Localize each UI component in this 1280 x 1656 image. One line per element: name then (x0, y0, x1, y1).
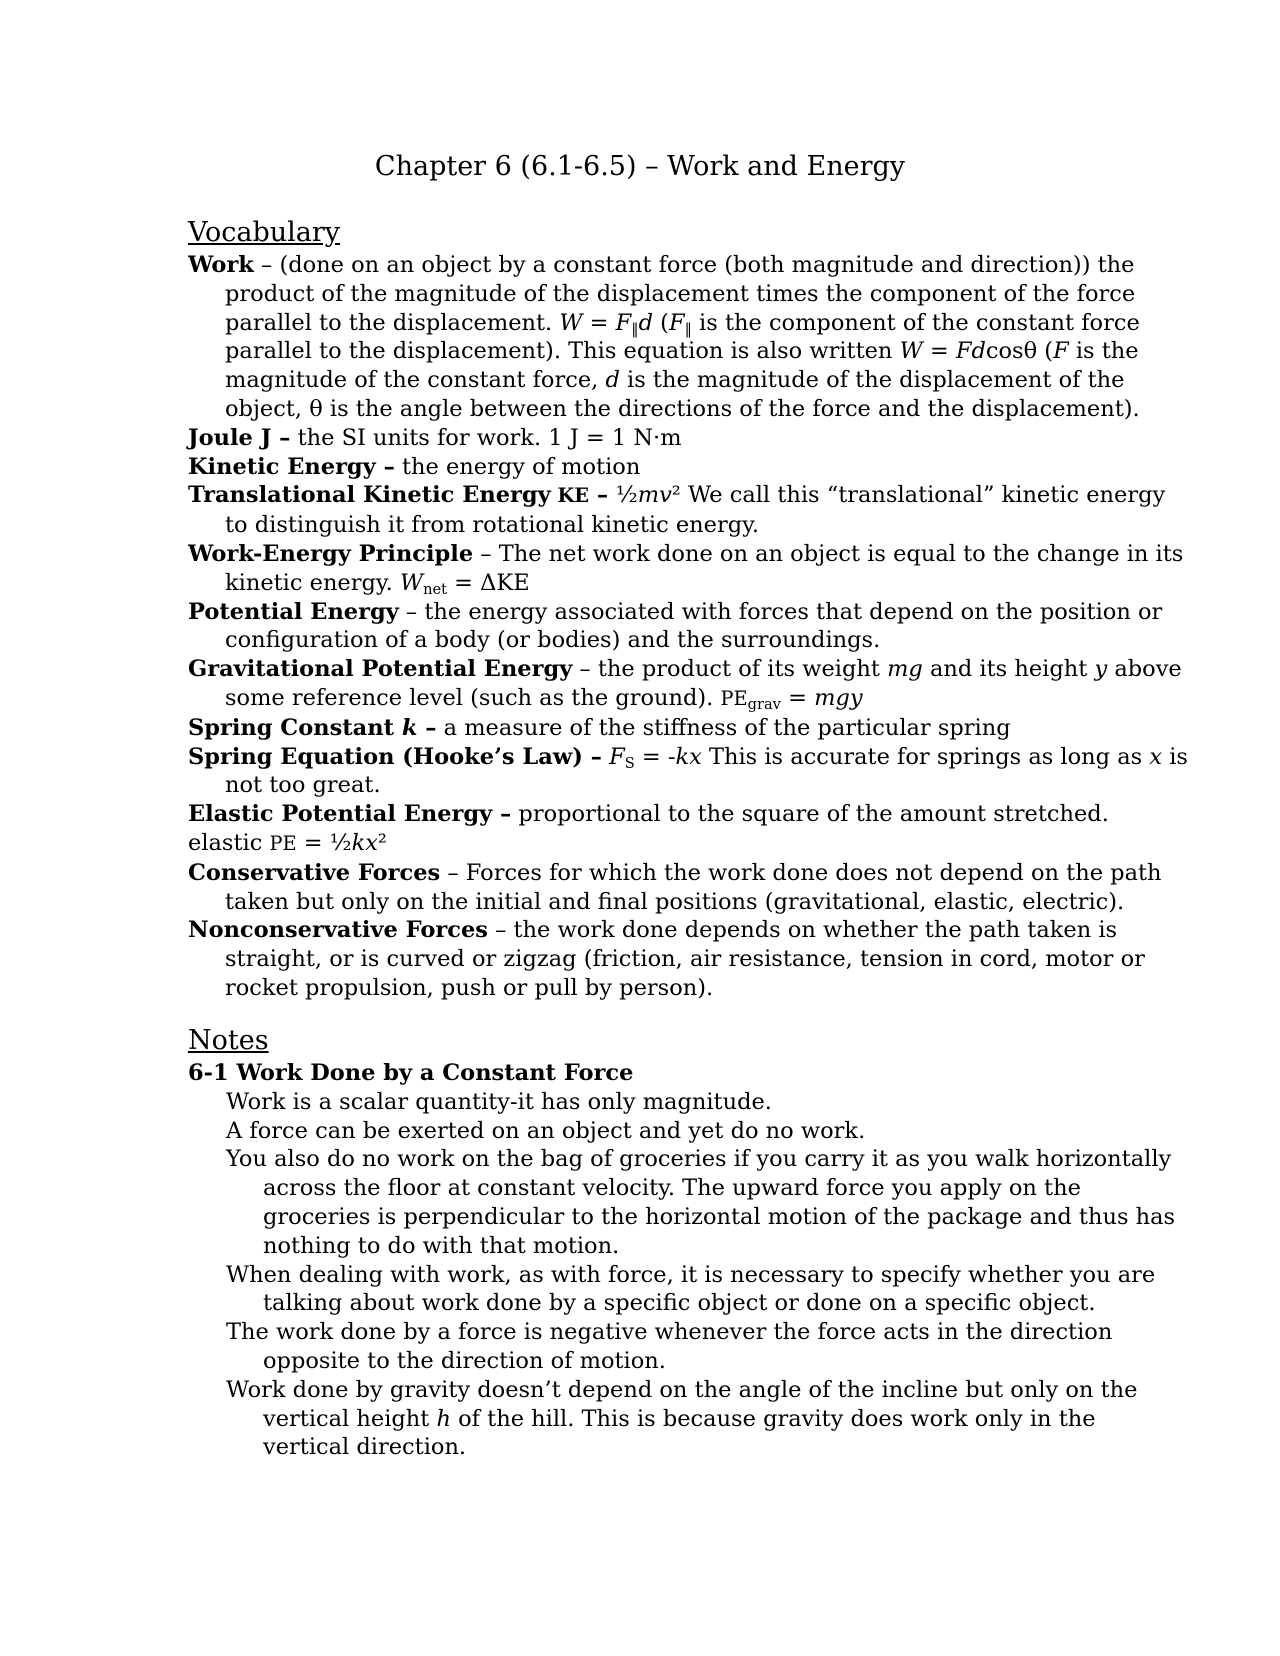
note-item: Work done by gravity doesn’t depend on the angle of the incline but only on the vertical height h of the hill. This is because gravity does work only in the vertical direction. (226, 1376, 1138, 1461)
vocab-entry-spring-constant: Spring Constant k – a measure of the stiffness of the particular spring (188, 714, 1011, 741)
note-item: The work done by a force is negative whenever the force acts in the direction opposite to the direction of motion. (226, 1319, 1113, 1374)
vocabulary-heading: Vocabulary (188, 217, 341, 248)
note-item: You also do no work on the bag of groceries if you carry it as you walk horizontally across the floor at constant velocity. The upward force you apply on the groceries is perpendicular to the horizontal motion of the package and thus has nothing to do with that motion. (226, 1146, 1176, 1259)
vocabulary-section (188, 217, 1188, 1003)
vocab-entry-gravitational-pe: Gravitational Potential Energy – the product of its weight mg and its height y above some reference level (such as the ground). $PE_{grav}$ = mgy (188, 656, 1182, 713)
vocab-entry-potential-energy: Potential Energy – the energy associated with forces that depend on the position or configuration of a body (or bodies) and the surroundings. (188, 598, 1163, 654)
note-item: Work is a scalar quantity-it has only magnitude. (226, 1088, 772, 1115)
vocab-entry-conservative-forces: Conservative Forces – Forces for which the work done does not depend on the path taken but only on the initial and final positions (gravitational, elastic, electric). (188, 859, 1162, 915)
notes-section (188, 1025, 1188, 1462)
vocab-entry-spring-equation: Spring Equation (Hooke’s $Law) - F_S = -kx$ This is accurate for springs as long as x is not too great. (188, 743, 1188, 799)
vocab-entry-work-energy-principle: Work-Energy Principle – The net work done on an object is equal to the change in its kinetic energy. $W_{net} = \Delta KE$ (188, 540, 1184, 598)
vocab-entry-kinetic-energy: Kinetic Energy – the energy of motion (188, 453, 641, 480)
vocab-entry-elastic-pe: Elastic Potential Energy – proportional to the square of the amount stretched. elastic PE = ½kx² (188, 800, 1188, 859)
vocab-entry-joule: Joule J – the SI units for work. 1 J = 1 N·m (188, 424, 682, 451)
vocab-entry-nonconservative-forces: Nonconservative Forces – the work done depends on whether the path taken is straight, or is curved or zigzag (friction, air resistance, tension in cord, motor or rocket propulsion, push or pull by person). (188, 917, 1145, 1001)
page-title: Chapter 6 (6.1-6.5) – Work and Energy (374, 151, 906, 182)
notes-subheading: 6-1 Work Done by a Constant Force (188, 1060, 634, 1086)
notes-heading: Notes (188, 1025, 269, 1056)
vocab-entry-translational-ke: Translational Kinetic Energy KE – ½mv² We call this “translational” kinetic energy to distinguish it from rotational kinetic energy. (188, 482, 1166, 539)
elastic-pe-formula: elastic PE = ½kx² (188, 829, 387, 856)
note-item: When dealing with work, as with force, it is necessary to specify whether you are talking about work done by a specific object or done on a specific object. (226, 1261, 1156, 1317)
note-item: A force can be exerted on an object and yet do no work. (226, 1117, 866, 1144)
vocab-entry-work: Work – (done on an object by a constant force (both magnitude and direction)) the product of the magnitude of the displacement times the component of the force parallel to the displacement. $W = F_‖d$ ($F_‖$ is the component of the constant force parallel to the displacement). This equation is also written W = Fdcosθ (F is the magnitude of the constant force, d is the magnitude of the displacement of the object, θ is the angle between the directions of the force and the displacement). (188, 252, 1140, 422)
